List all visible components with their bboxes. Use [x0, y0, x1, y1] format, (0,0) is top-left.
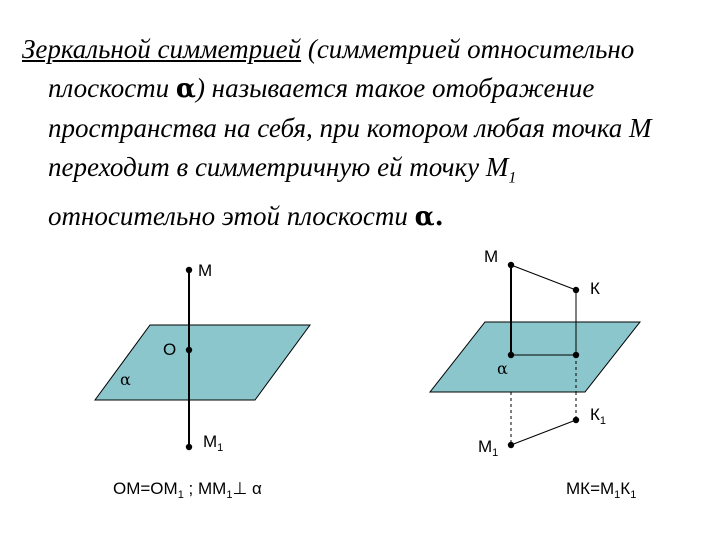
left-point-o — [186, 347, 192, 353]
right-point-proj-k — [573, 352, 579, 358]
left-label-o: О — [163, 340, 177, 359]
right-label-m1-main: М — [478, 437, 493, 456]
alpha-symbol: α — [175, 74, 196, 104]
right-point-k — [573, 287, 579, 293]
left-label-m1-sub: 1 — [217, 442, 224, 454]
left-caption-b: ; ММ — [183, 479, 227, 498]
alpha-symbol-2: α — [414, 202, 435, 233]
definition-line-5-period: . — [434, 202, 444, 233]
right-label-k1-sub: 1 — [599, 415, 607, 427]
definition-term: Зеркальной симметрией — [22, 34, 302, 64]
left-caption-sub2: 1 — [226, 489, 233, 501]
right-caption-a: МК=М — [566, 479, 615, 498]
left-label-alpha: α — [120, 370, 131, 389]
right-figure — [430, 247, 640, 501]
right-label-k: К — [590, 279, 600, 298]
definition-line-2-a: плоскости — [48, 73, 176, 103]
right-label-m1 — [478, 437, 498, 459]
left-label-m1-main: М — [203, 432, 218, 451]
right-point-proj-m — [508, 352, 514, 358]
right-line-m-k — [511, 265, 576, 290]
right-label-k1 — [590, 405, 606, 427]
right-label-k1-main: К — [590, 405, 600, 424]
left-caption — [113, 479, 262, 501]
right-caption — [566, 479, 636, 501]
right-caption-b: К — [620, 479, 631, 498]
left-point-m — [186, 267, 192, 273]
definition-line-2-b: ) называется такое отображение — [195, 73, 595, 103]
definition-line-3: пространства на себя, при котором любая точка М — [48, 113, 652, 143]
right-label-alpha: α — [497, 359, 508, 378]
right-plane — [430, 322, 640, 392]
left-caption-a: ОМ=ОМ — [113, 479, 178, 498]
definition-line-5-a: относительно этой плоскости — [48, 201, 415, 232]
right-label-m1-sub: 1 — [492, 447, 499, 459]
right-caption-sub1: 1 — [614, 489, 621, 501]
definition-line-4-sub: 1 — [508, 169, 517, 187]
left-caption-sub1: 1 — [177, 489, 184, 501]
right-caption-sub2: 1 — [630, 489, 637, 501]
definition-line-1-rest: (симметрией относительно — [301, 34, 635, 64]
left-figure — [95, 261, 310, 501]
left-caption-c: ⊥ α — [232, 479, 262, 498]
right-point-m1 — [508, 442, 514, 448]
left-label-m1 — [203, 432, 223, 454]
left-point-m1 — [186, 444, 192, 450]
right-line-m1-k1 — [511, 420, 576, 445]
right-point-m — [508, 262, 514, 268]
right-label-m: М — [484, 247, 499, 266]
left-label-m: М — [198, 261, 213, 280]
right-point-k1 — [573, 417, 579, 423]
definition-line-4-a: переходит в симметричную ей точку М — [48, 152, 509, 182]
